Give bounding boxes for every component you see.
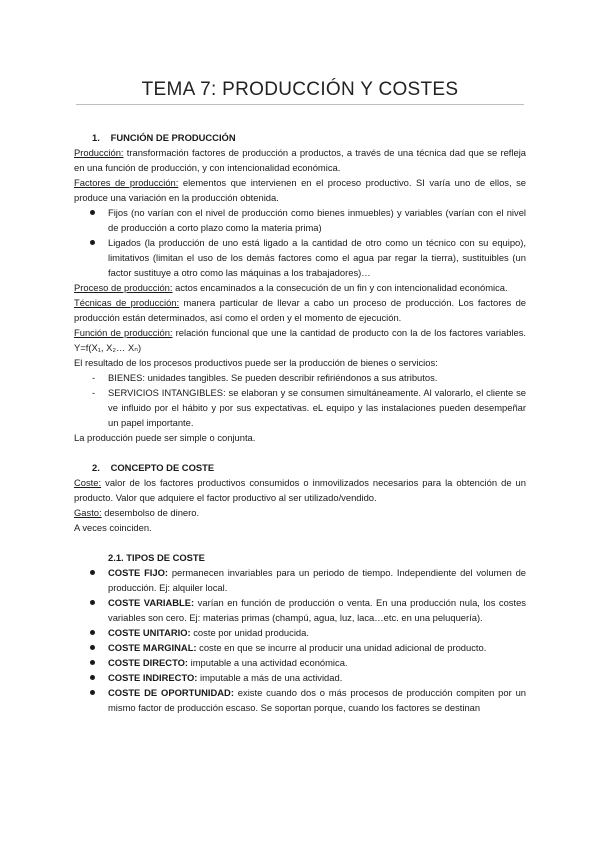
list-item bbox=[74, 655, 526, 670]
section-heading-2 bbox=[74, 460, 526, 475]
list-item: Fijos (no varían con el nivel de producción como bienes inmuebles) y variables (varían con el nivel de producción a corto plazo como la materia prima) bbox=[74, 205, 526, 235]
resultado-list bbox=[74, 370, 526, 430]
list-item-term: COSTE DE OPORTUNIDAD: bbox=[108, 687, 234, 698]
list-item-text: imputable a una actividad económica. bbox=[188, 657, 348, 668]
term-funcion: Función de producción: bbox=[74, 327, 173, 338]
term-tecnicas: Técnicas de producción: bbox=[74, 297, 180, 308]
term-factores: Factores de producción: bbox=[74, 177, 179, 188]
definition-produccion: transformación factores de producción a productos, a través de una técnica dad que se refleja en una función de producción, y con intencionalidad económica. bbox=[74, 147, 526, 173]
list-item bbox=[74, 625, 526, 640]
list-item bbox=[74, 670, 526, 685]
list-item-text: permanecen invariables para un periodo de tiempo. Independiente del volumen de producción. Ej: alquiler local. bbox=[108, 567, 527, 593]
paragraph-aveces: A veces coinciden. bbox=[74, 522, 152, 533]
document-body bbox=[74, 130, 526, 715]
subsection-heading: 2.1. TIPOS DE COSTE bbox=[108, 552, 205, 563]
definition-gasto: desembolso de dinero. bbox=[101, 507, 200, 518]
factores-list bbox=[74, 205, 526, 280]
page-title: TEMA 7: PRODUCCIÓN Y COSTES bbox=[141, 78, 459, 100]
list-item: - SERVICIOS INTANGIBLES: se elaboran y se consumen simultáneamente. Al valorarlo, el cliente se ve influido por el hábito y por sus expectativas. eL equipo y las instalaciones pueden desempeñar un papel importante. bbox=[74, 385, 526, 430]
list-item: - BIENES: unidades tangibles. Se pueden describir refiriéndonos a sus atributos. bbox=[74, 370, 526, 385]
paragraph-tecnicas bbox=[74, 295, 526, 325]
term-produccion: Producción: bbox=[74, 147, 124, 158]
list-item bbox=[74, 640, 526, 655]
definition-funcion: relación funcional que une la cantidad de producto con la de los factores variables. Y=f(X₁, X₂… Xₙ) bbox=[74, 327, 526, 353]
list-item-text: varían en función de producción o venta. En una producción nula, los costes variables son cero. Ej: materias primas (champú, agua, luz, laca…etc. en una peluquería). bbox=[108, 597, 526, 623]
paragraph-coste bbox=[74, 475, 526, 505]
paragraph-funcion bbox=[74, 325, 526, 355]
definition-tecnicas: manera particular de llevar a cabo un proceso de producción. Los factores de producción están determinados, así como el orden y el momento de ejecución. bbox=[74, 297, 526, 323]
section-title: FUNCIÓN DE PRODUCCIÓN bbox=[110, 132, 236, 143]
list-item-term: COSTE FIJO: bbox=[108, 567, 169, 578]
term-coste: Coste: bbox=[74, 477, 102, 488]
definition-coste: valor de los factores productivos consumidos o inmovilizados necesarios para la obtención de un producto. Valor que adquiere el factor productivo al ser utilizado/vendido. bbox=[74, 477, 526, 503]
paragraph-closing: La producción puede ser simple o conjunta. bbox=[74, 432, 256, 443]
list-item-term: COSTE DIRECTO: bbox=[108, 657, 189, 668]
list-item-text: coste en que se incurre al producir una unidad adicional de producto. bbox=[196, 642, 487, 653]
spacer bbox=[74, 445, 526, 460]
paragraph-gasto bbox=[74, 505, 526, 520]
list-item-text: existe cuando dos o más procesos de producción compiten por un mismo factor de producción escaso. Se soportan porque, cuando los factores se destinan bbox=[108, 687, 526, 713]
term-proceso: Proceso de producción: bbox=[74, 282, 173, 293]
section-heading-1 bbox=[74, 130, 526, 145]
list-item-text: coste por unidad producida. bbox=[190, 627, 309, 638]
list-item-term: COSTE MARGINAL: bbox=[108, 642, 197, 653]
list-item bbox=[74, 565, 526, 595]
list-item-term: COSTE INDIRECTO: bbox=[108, 672, 198, 683]
section-number: 1. bbox=[92, 132, 100, 143]
definition-factores: elementos que intervienen en el proceso productivo. SI varía uno de ellos, se produce una variación en la producción obtenida. bbox=[74, 177, 526, 203]
list-item-term: COSTE VARIABLE: bbox=[108, 597, 195, 608]
section-title: CONCEPTO DE COSTE bbox=[110, 462, 215, 473]
term-gasto: Gasto: bbox=[74, 507, 102, 518]
tipos-coste-list bbox=[74, 565, 526, 715]
definition-proceso: actos encaminados a la consecución de un fin y con intencionalidad económica. bbox=[172, 282, 508, 293]
title-divider bbox=[76, 104, 524, 105]
paragraph-resultado: El resultado de los procesos productivos puede ser la producción de bienes o servicios: bbox=[74, 357, 438, 368]
section-number: 2. bbox=[92, 462, 100, 473]
list-item bbox=[74, 595, 526, 625]
paragraph-proceso bbox=[74, 280, 526, 295]
paragraph-produccion bbox=[74, 145, 526, 175]
list-item bbox=[74, 685, 526, 715]
list-item: Ligados (la producción de uno está ligado a la cantidad de otro como un técnico con su equipo), limitativos (limitan el uso de los demás factores como el agua par regar la tierra), sustituibles (un factor sustituye a otro como las máquinas a los trabajadores)… bbox=[74, 235, 526, 280]
spacer bbox=[74, 535, 526, 550]
list-item-term: COSTE UNITARIO: bbox=[108, 627, 191, 638]
list-item-text: imputable a más de una actividad. bbox=[197, 672, 343, 683]
paragraph-factores bbox=[74, 175, 526, 205]
